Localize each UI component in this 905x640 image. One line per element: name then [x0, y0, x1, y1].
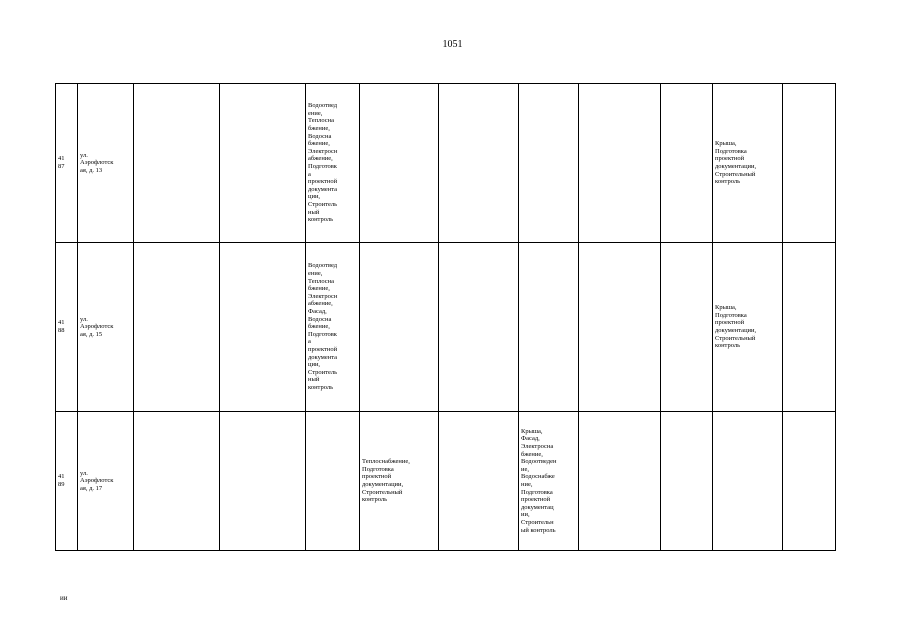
empty-cell — [439, 243, 519, 412]
row-number: 41 87 — [56, 84, 78, 243]
address-cell: ул. Аэрофлотск ая, д. 15 — [78, 243, 134, 412]
empty-cell — [579, 243, 661, 412]
empty-cell — [439, 412, 519, 551]
works-cell — [360, 243, 439, 412]
empty-cell — [783, 412, 836, 551]
empty-cell — [134, 84, 220, 243]
empty-cell — [661, 84, 713, 243]
empty-cell — [220, 412, 306, 551]
works-cell: Крыша, Подготовка проектной документации, Строительный контроль — [713, 243, 783, 412]
empty-cell — [783, 84, 836, 243]
works-cell — [306, 412, 360, 551]
works-table — [55, 83, 836, 551]
row-number: 41 88 — [56, 243, 78, 412]
empty-cell — [783, 243, 836, 412]
works-cell: Крыша, Фасад, Электросна бжение, Водоотведен ие, Водоснабже ние, Подготовка проектной документац ии, Строительн ый контроль — [519, 412, 579, 551]
works-cell — [519, 243, 579, 412]
works-cell — [519, 84, 579, 243]
empty-cell — [661, 243, 713, 412]
works-cell — [713, 412, 783, 551]
works-cell: Теплоснабжение, Подготовка проектной документации, Строительный контроль — [360, 412, 439, 551]
empty-cell — [134, 412, 220, 551]
works-cell: Водоотвед ение, Теплосна бжение, Электросн абжение, Фасад, Водосна бжение, Подготовк а проектной документа ции, Строитель ный контроль — [306, 243, 360, 412]
works-cell: Водоотвед ение, Теплосна бжение, Водосна бжение, Электросн абжение, Подготовк а проектной документа ции, Строитель ный контроль — [306, 84, 360, 243]
empty-cell — [220, 84, 306, 243]
empty-cell — [579, 412, 661, 551]
table-row — [56, 243, 836, 412]
address-cell: ул. Аэрофлотск ая, д. 13 — [78, 84, 134, 243]
table-row — [56, 84, 836, 243]
works-cell: Крыша, Подготовка проектной документации, Строительный контроль — [713, 84, 783, 243]
empty-cell — [134, 243, 220, 412]
address-cell: ул. Аэрофлотск ая, д. 17 — [78, 412, 134, 551]
works-cell — [360, 84, 439, 243]
empty-cell — [220, 243, 306, 412]
empty-cell — [661, 412, 713, 551]
table-row — [56, 412, 836, 551]
footer-note: ии — [60, 594, 68, 602]
row-number: 41 89 — [56, 412, 78, 551]
empty-cell — [579, 84, 661, 243]
empty-cell — [439, 84, 519, 243]
page-number: 1051 — [442, 39, 463, 50]
